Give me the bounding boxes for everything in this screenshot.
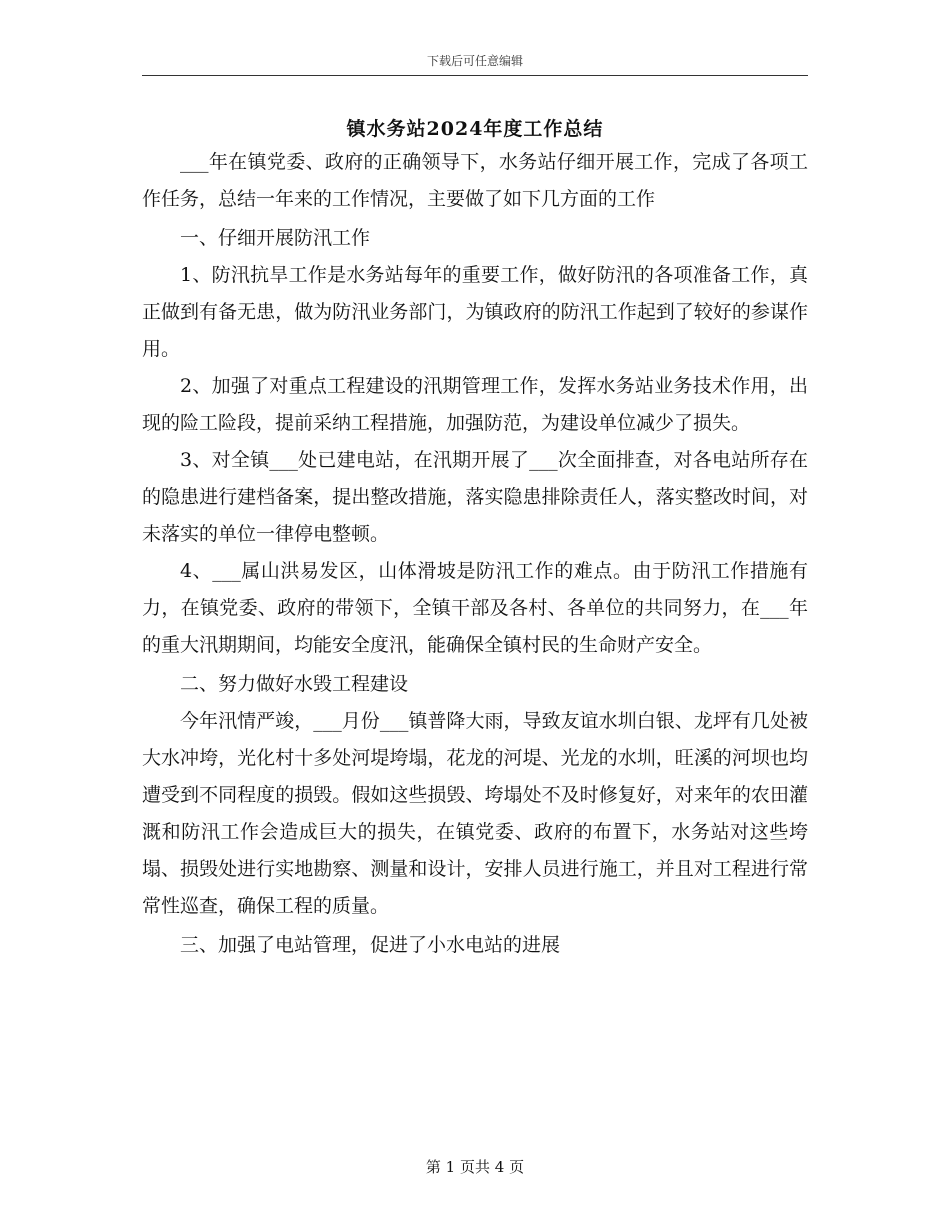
paragraph-1-2: 2、加强了对重点工程建设的汛期管理工作，发挥水务站业务技术作用，出现的险工险段，提前采纳工程措施，加强防范，为建设单位减少了损失。 (142, 375, 808, 434)
page-header: 下载后可任意编辑 (426, 54, 523, 68)
page-footer: 第 1 页共 4 页 (425, 1158, 525, 1176)
document-title: 镇水务站2024年度工作总结 (346, 118, 604, 140)
section-heading-3: 三、加强了电站管理，促进了小水电站的进展 (180, 934, 561, 956)
section-heading-1: 一、仔细开展防汛工作 (180, 227, 371, 249)
paragraph-2-1: 今年汛情严竣，___月份___镇普降大雨，导致友谊水圳白银、龙坪有几处被大水冲垮，光化村十多处河堤垮塌，花龙的河堤、光龙的水圳，旺溪的河坝也均遭受到不同程度的损毁。假如这些损毁、垮塌处不及时修复好，对来年的农田灌溉和防汛工作会造成巨大的损失，在镇党委、政府的布置下，水务站对这些垮塌、损毁处进行实地勘察、测量和设计，安排人员进行施工，并且对工程进行常常性巡查，确保工程的质量。 (142, 710, 808, 917)
paragraph-intro: ___年在镇党委、政府的正确领导下，水务站仔细开展工作，完成了各项工作任务，总结一年来的工作情况，主要做了如下几方面的工作 (142, 151, 808, 210)
paragraph-1-4: 4、___属山洪易发区，山体滑坡是防汛工作的难点。由于防汛工作措施有力，在镇党委、政府的带领下，全镇干部及各村、各单位的共同努力，在___年的重大汛期期间，均能安全度汛，能确保全镇村民的生命财产安全。 (142, 560, 808, 656)
paragraph-1-3: 3、对全镇___处已建电站，在汛期开展了___次全面排查，对各电站所存在的隐患进行建档备案，提出整改措施，落实隐患排除责任人，落实整改时间，对未落实的单位一律停电整顿。 (142, 449, 808, 545)
document-body (142, 144, 808, 964)
paragraph-1-1: 1、防汛抗旱工作是水务站每年的重要工作，做好防汛的各项准备工作，真正做到有备无患，做为防汛业务部门，为镇政府的防汛工作起到了较好的参谋作用。 (142, 264, 808, 360)
header-divider (142, 75, 808, 76)
section-heading-2: 二、努力做好水毁工程建设 (180, 673, 409, 695)
